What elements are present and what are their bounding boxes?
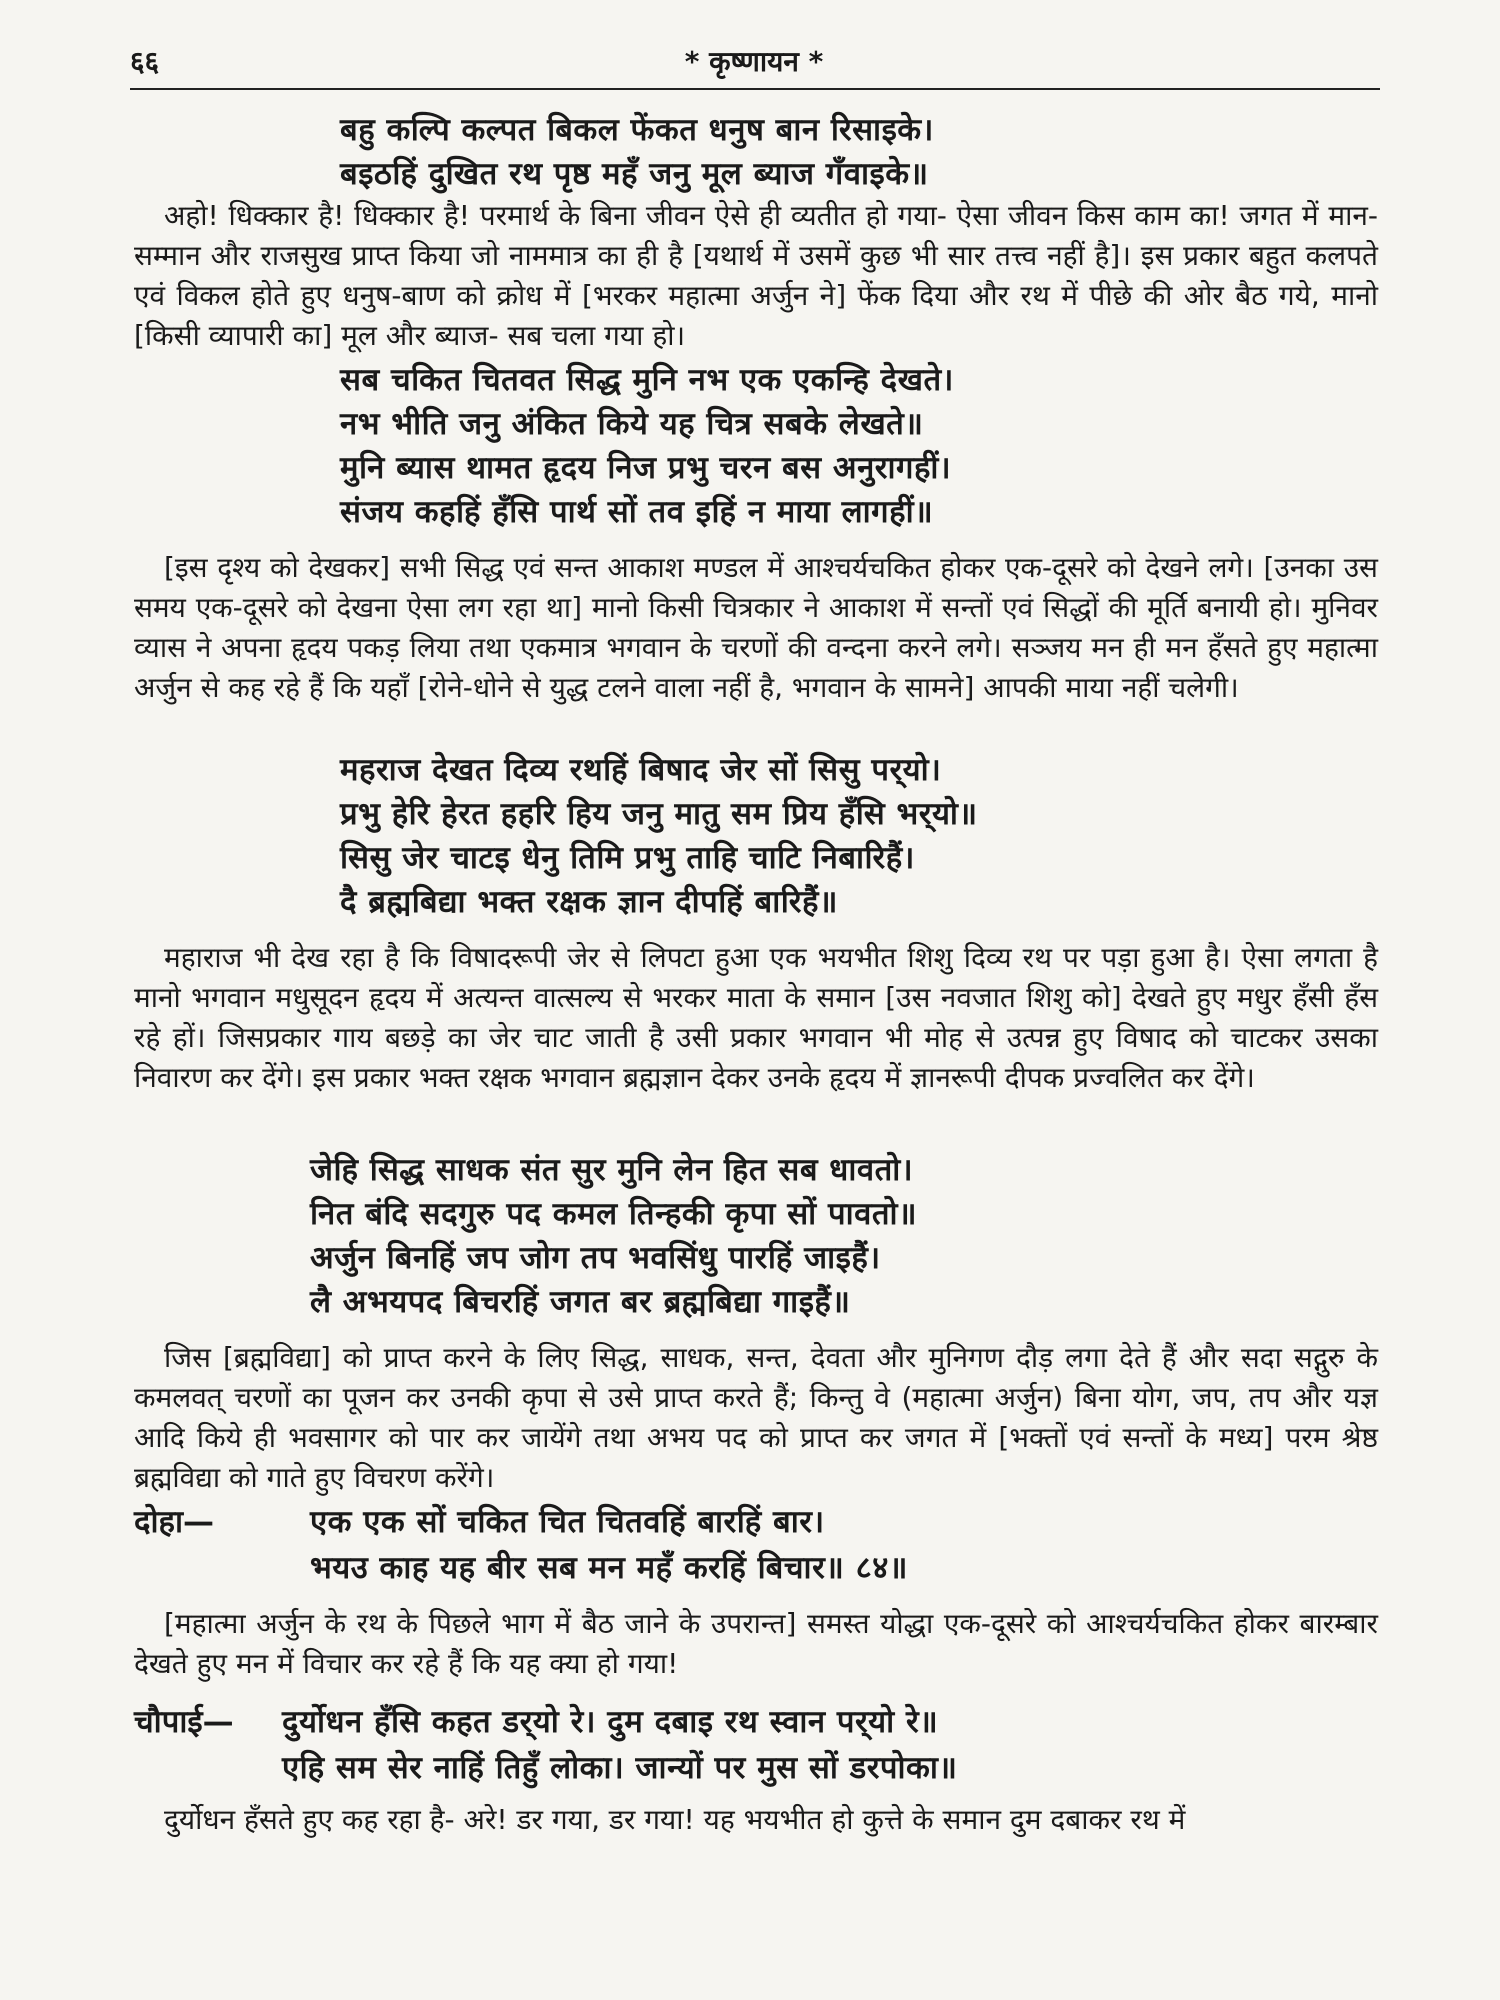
prose-text: अहो! धिक्कार है! धिक्कार है! परमार्थ के बिना जीवन ऐसे ही व्यतीत हो गया- ऐसा जीवन किस काम का! जगत में मान-सम्मान और राजसुख प्राप्त किया जो नाममात्र का ही है [यथार्थ में उसमें कुछ भी सार तत्त्व नहीं है]। इस प्रकार बहुत कलपते एवं विकल होते हुए धनुष-बाण को क्रोध में [भरकर महात्मा अर्जुन ने] फेंक दिया और रथ में पीछे की ओर बैठ गये, मानो [किसी व्यापारी का] मूल और ब्याज- सब चला गया हो।	[134, 199, 1379, 352]
prose-paragraph-1	[134, 196, 1378, 356]
verse-1-line-1: बहु कल्पि कल्पत बिकल फेंकत धनुष बान रिसाइके।	[340, 112, 934, 148]
verse-4-line-3: अर्जुन बिनहिं जप जोग तप भवसिंधु पारहिं जाइहैं।	[310, 1240, 881, 1276]
page-header	[130, 42, 1378, 86]
header-rule	[130, 88, 1380, 90]
running-title: * कृष्णायन *	[684, 45, 824, 78]
verse-3-line-2: प्रभु हेरि हेरत हहरि हिय जनु मातु सम प्रिय हँसि भर्‌यो॥	[340, 796, 978, 832]
prose-paragraph-2	[134, 548, 1378, 708]
verse-1-line-2: बइठहिं दुखित रथ पृष्ठ महँ जनु मूल ब्याज गँवाइके॥	[340, 156, 929, 192]
prose-text: दुर्योधन हँसते हुए कह रहा है- अरे! डर गया, डर गया! यह भयभीत हो कुत्ते के समान दुम दबाकर रथ में	[164, 1803, 1186, 1836]
prose-paragraph-3	[134, 938, 1378, 1098]
verse-2-line-1: सब चकित चितवत सिद्ध मुनि नभ एक एकन्हि देखते।	[340, 362, 954, 398]
doha-line-1: एक एक सों चकित चित चितवहिं बारहिं बार।	[310, 1504, 825, 1540]
verse-3-line-1: महराज देखत दिव्य रथहिं बिषाद जेर सों सिसु पर्‌यो।	[340, 752, 942, 788]
verse-2-line-3: मुनि ब्यास थामत हृदय निज प्रभु चरन बस अनुरागहीं।	[340, 450, 952, 486]
verse-3-line-3: सिसु जेर चाटइ धेनु तिमि प्रभु ताहि चाटि निबारिहैं।	[340, 840, 915, 876]
prose-paragraph-6	[134, 1800, 1378, 1840]
chaupai-label: चौपाई—	[134, 1704, 234, 1740]
prose-text: [महात्मा अर्जुन के रथ के पिछले भाग में बैठ जाने के उपरान्त] समस्त योद्धा एक-दूसरे को आश्चर्यचकित होकर बारम्बार देखते हुए मन में विचार कर रहे हैं कि यह क्या हो गया!	[134, 1607, 1378, 1680]
verse-4-line-2: नित बंदि सदगुरु पद कमल तिन्हकी कृपा सों पावतो॥	[310, 1196, 918, 1232]
verse-4-line-1: जेहि सिद्ध साधक संत सुर मुनि लेन हित सब धावतो।	[310, 1152, 914, 1188]
verse-4-line-4: लै अभयपद बिचरहिं जगत बर ब्रह्मबिद्या गाइहैं॥	[310, 1284, 851, 1320]
verse-2-line-2: नभ भीति जनु अंकित किये यह चित्र सबके लेखते॥	[340, 406, 924, 442]
prose-text: [इस दृश्य को देखकर] सभी सिद्ध एवं सन्त आकाश मण्डल में आश्चर्यचकित होकर एक-दूसरे को देखने लगे। [उनका उस समय एक-दूसरे को देखना ऐसा लग रहा था] मानो किसी चित्रकार ने आकाश में सन्तों एवं सिद्धों की मूर्ति बनायी हो। मुनिवर व्यास ने अपना हृदय पकड़ लिया तथा एकमात्र भगवान के चरणों की वन्दना करने लगे। सञ्जय मन ही मन हँसते हुए महात्मा अर्जुन से कह रहे हैं कि यहाँ [रोने-धोने से युद्ध टलने वाला नहीं है, भगवान के सामने] आपकी माया नहीं चलेगी।	[134, 551, 1378, 704]
chaupai-line-2: एहि सम सेर नाहिं तिहुँ लोका। जान्यों पर मुस सों डरपोका॥	[282, 1750, 958, 1786]
page-number: ६६	[130, 45, 160, 78]
prose-text: महाराज भी देख रहा है कि विषादरूपी जेर से लिपटा हुआ एक भयभीत शिशु दिव्य रथ पर पड़ा हुआ है। ऐसा लगता है मानो भगवान मधुसूदन हृदय में अत्यन्त वात्सल्य से भरकर माता के समान [उस नवजात शिशु को] देखते हुए मधुर हँसी हँस रहे हों। जिसप्रकार गाय बछड़े का जेर चाट जाती है उसी प्रकार भगवान भी मोह से उत्पन्न हुए विषाद को चाटकर उसका निवारण कर देंगे। इस प्रकार भक्त रक्षक भगवान ब्रह्मज्ञान देकर उनके हृदय में ज्ञानरूपी दीपक प्रज्वलित कर देंगे।	[134, 941, 1378, 1094]
verse-2-line-4: संजय कहहिं हँसि पार्थ सों तव इहिं न माया लागहीं॥	[340, 494, 934, 530]
prose-text: जिस [ब्रह्मविद्या] को प्राप्त करने के लिए सिद्ध, साधक, सन्त, देवता और मुनिगण दौड़ लगा देते हैं और सदा सद्गुरु के कमलवत् चरणों का पूजन कर उनकी कृपा से उसे प्राप्त करते हैं; किन्तु वे (महात्मा अर्जुन) बिना योग, जप, तप और यज्ञ आदि किये ही भवसागर को पार कर जायेंगे तथा अभय पद को प्राप्त कर जगत में [भक्तों एवं सन्तों के मध्य] परम श्रेष्ठ ब्रह्मविद्या को गाते हुए विचरण करेंगे।	[134, 1341, 1378, 1494]
verse-3-line-4: दै ब्रह्मबिद्या भक्त रक्षक ज्ञान दीपहिं बारिहैं॥	[340, 884, 838, 920]
prose-paragraph-4	[134, 1338, 1378, 1498]
chaupai-line-1: दुर्योधन हँसि कहत डर्‌यो रे। दुम दबाइ रथ स्वान पर्‌यो रे॥	[282, 1704, 939, 1740]
doha-line-2: भयउ काह यह बीर सब मन महँ करहिं बिचार॥ ८४॥	[310, 1550, 908, 1586]
prose-paragraph-5	[134, 1604, 1378, 1684]
doha-label: दोहा—	[134, 1504, 214, 1540]
